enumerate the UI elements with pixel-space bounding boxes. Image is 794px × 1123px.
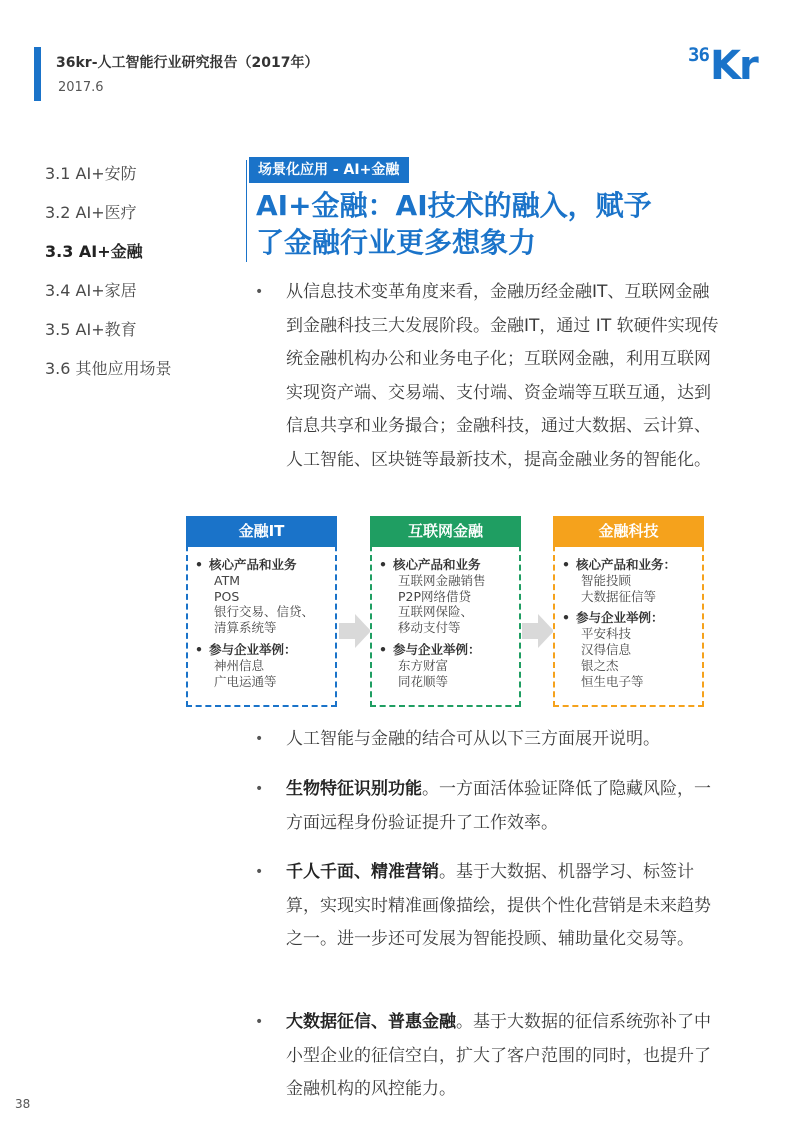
nav-item-home[interactable]: 3.4 AI+家居 bbox=[45, 281, 137, 300]
stage-item: 大数据征信等 bbox=[581, 588, 657, 604]
bullet-icon: • bbox=[255, 284, 264, 300]
stage-item: 互联网保险、 bbox=[398, 604, 474, 620]
bullet-icon: • bbox=[195, 557, 203, 572]
stage-section-label: 核心产品和业务 bbox=[393, 557, 481, 572]
bullet-icon: • bbox=[255, 781, 264, 797]
section-tag: 场景化应用 - AI+金融 bbox=[249, 157, 409, 183]
stage-item: ATM bbox=[214, 572, 241, 588]
logo-letters: Kr bbox=[710, 43, 757, 89]
paragraph-keyword: 大数据征信、普惠金融 bbox=[286, 1012, 456, 1032]
stage-item: 清算系统等 bbox=[214, 620, 277, 636]
stage-section-label: 核心产品和业务 bbox=[209, 557, 297, 572]
section-title-line2: 了金融行业更多想象力 bbox=[256, 226, 537, 259]
stage-item: 同花顺等 bbox=[398, 673, 449, 689]
stage-item: 银行交易、信贷、 bbox=[214, 604, 315, 620]
nav-item-other[interactable]: 3.6 其他应用场景 bbox=[45, 359, 172, 378]
nav-item-education[interactable]: 3.5 AI+教育 bbox=[45, 320, 137, 339]
bullet-icon: • bbox=[255, 731, 264, 747]
header-accent-bar bbox=[34, 47, 41, 101]
stage-item: 广电运通等 bbox=[214, 673, 277, 689]
36kr-logo bbox=[688, 42, 760, 88]
paragraph-text: 人工智能与金融的结合可从以下三方面展开说明。 bbox=[286, 729, 660, 749]
stage-item: POS bbox=[214, 588, 240, 604]
stage-section-label: 参与企业举例： bbox=[393, 641, 481, 657]
paragraph-text: 。基于大数据、机器学习、标签计算，实现实时精准画像描绘，提供个性化营销是未来趋势之一。进一步还可发展为智能投顾、辅助量化交易等。 bbox=[286, 862, 711, 949]
report-title: 36kr-人工智能行业研究报告（2017年） bbox=[56, 55, 319, 71]
stage-box-fintech bbox=[553, 516, 704, 707]
paragraph-marketing bbox=[255, 856, 725, 957]
paragraph-keyword: 千人千面、精准营销 bbox=[286, 862, 439, 882]
stage-item: 银之杰 bbox=[581, 657, 619, 673]
logo-number: 36 bbox=[688, 44, 709, 66]
stage-item: 神州信息 bbox=[214, 657, 265, 673]
stage-title: 金融科技 bbox=[553, 516, 704, 547]
paragraph-intro bbox=[255, 723, 725, 757]
section-nav bbox=[45, 162, 235, 396]
bullet-icon: • bbox=[195, 641, 203, 657]
bullet-icon: • bbox=[255, 864, 264, 880]
section-title-line1: AI+金融：AI技术的融入，赋予 bbox=[256, 189, 652, 222]
bullet-icon: • bbox=[255, 1014, 264, 1030]
paragraph-biometrics bbox=[255, 773, 725, 840]
stage-section-label: 参与企业举例： bbox=[209, 641, 297, 657]
stage-item: P2P网络借贷 bbox=[398, 588, 472, 604]
nav-item-medical[interactable]: 3.2 AI+医疗 bbox=[45, 203, 137, 222]
report-date: 2017.6 bbox=[58, 80, 104, 95]
stage-title: 金融IT bbox=[186, 516, 337, 547]
stage-item: 智能投顾 bbox=[581, 572, 632, 588]
arrow-right-icon bbox=[339, 614, 371, 648]
nav-item-security[interactable]: 3.1 AI+安防 bbox=[45, 164, 137, 183]
stage-box-internet-finance bbox=[370, 516, 521, 707]
nav-item-finance[interactable]: 3.3 AI+金融 bbox=[45, 242, 143, 261]
page-number: 38 bbox=[15, 1097, 31, 1111]
paragraph-evolution bbox=[255, 276, 725, 477]
stage-section-label: 参与企业举例： bbox=[576, 610, 664, 626]
bullet-icon: • bbox=[379, 557, 387, 572]
stage-section-label: 核心产品和业务： bbox=[576, 557, 677, 572]
paragraph-keyword: 生物特征识别功能 bbox=[286, 779, 422, 799]
paragraph-text: 。一方面活体验证降低了隐藏风险，一方面远程身份验证提升了工作效率。 bbox=[286, 779, 711, 833]
stage-item: 汉得信息 bbox=[581, 641, 632, 657]
stage-title: 互联网金融 bbox=[370, 516, 521, 547]
stage-item: 东方财富 bbox=[398, 657, 449, 673]
bullet-icon: • bbox=[562, 557, 570, 572]
title-divider bbox=[246, 160, 247, 262]
arrow-right-icon bbox=[522, 614, 554, 648]
stage-item: 平安科技 bbox=[581, 626, 632, 642]
stage-item: 恒生电子等 bbox=[581, 673, 644, 689]
stage-box-financial-it bbox=[186, 516, 337, 707]
section-title bbox=[256, 187, 756, 261]
paragraph-credit bbox=[255, 1006, 725, 1107]
paragraph-text: 从信息技术变革角度来看，金融历经金融IT、互联网金融到金融科技三大发展阶段。金融IT，通过 IT 软硬件实现传统金融机构办公和业务电子化；互联网金融，利用互联网实现资产端、交易端、支付端、资金端等互联互通，达到信息共享和业务撮合；金融科技，通过大数据、云计算、人工智能、区块链等最新技术，提高金融业务的智能化。 bbox=[286, 282, 719, 470]
paragraph-text: 。基于大数据的征信系统弥补了中小型企业的征信空白，扩大了客户范围的同时，也提升了金融机构的风控能力。 bbox=[286, 1012, 711, 1099]
stage-item: 移动支付等 bbox=[398, 620, 461, 636]
bullet-icon: • bbox=[379, 641, 387, 657]
bullet-icon: • bbox=[562, 610, 570, 626]
stage-item: 互联网金融销售 bbox=[398, 572, 486, 588]
